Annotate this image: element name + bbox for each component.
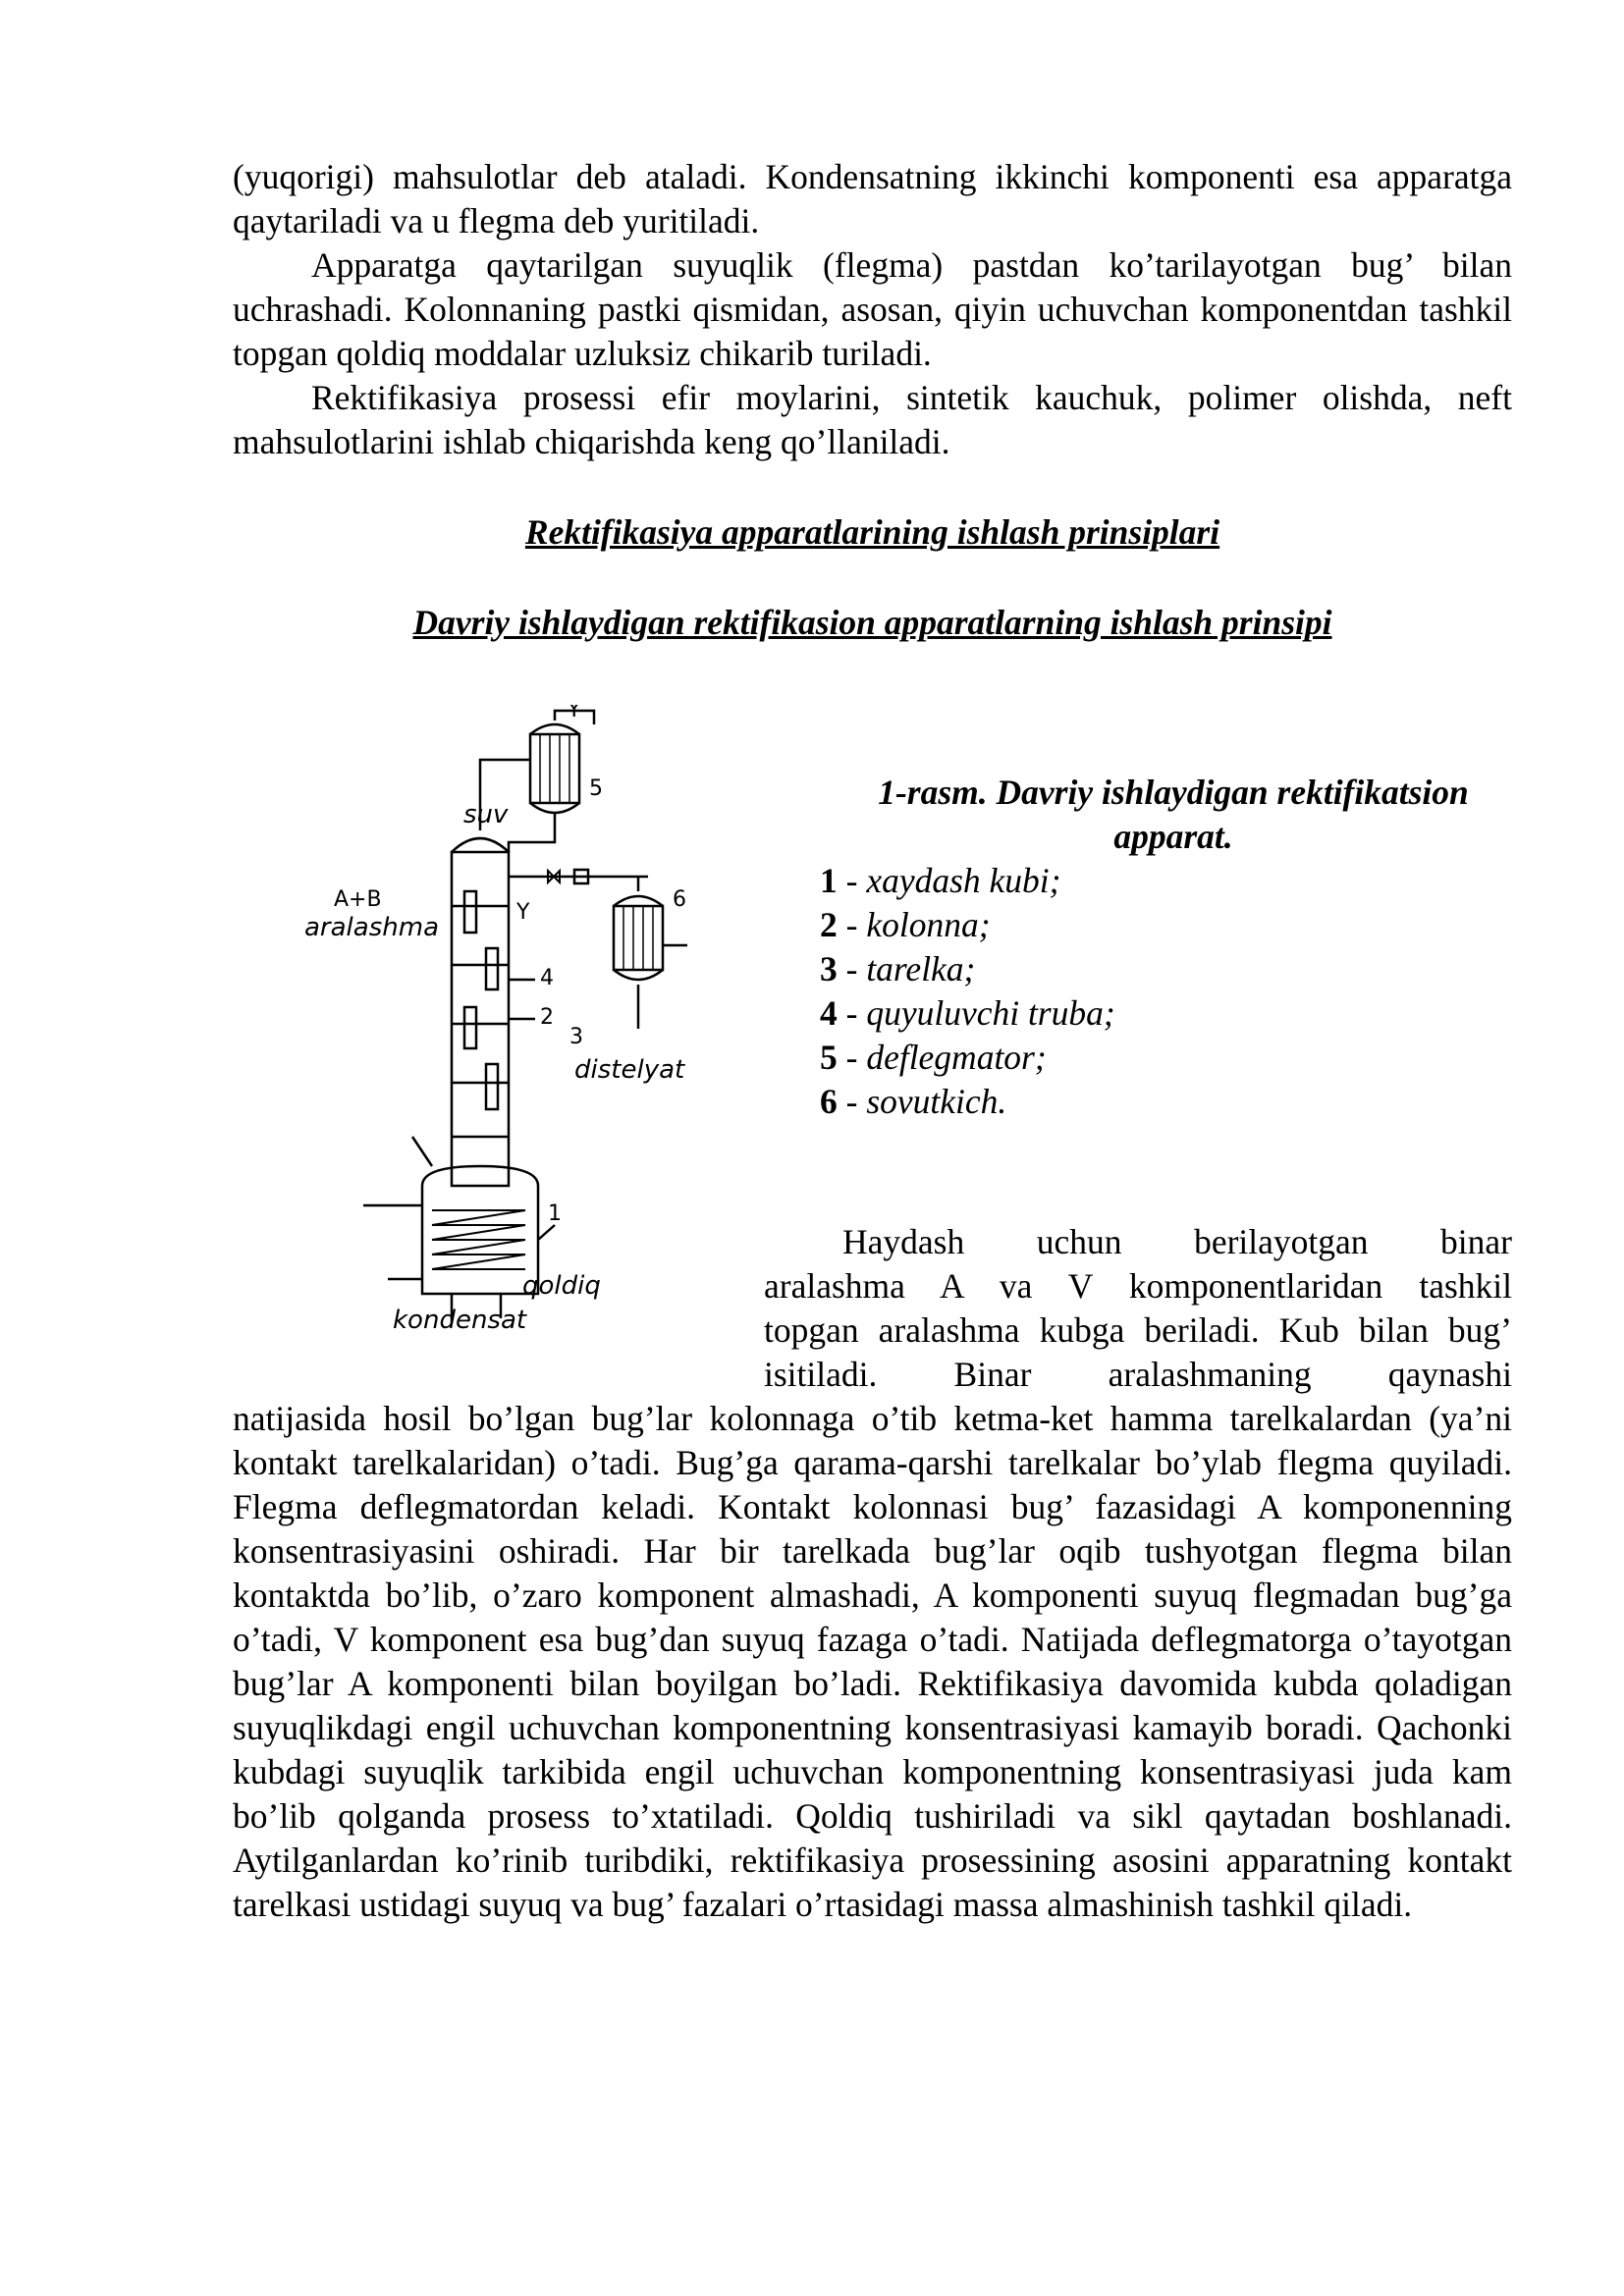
label-5: 5	[589, 776, 603, 801]
legend-item: 6 - sovutkich.	[820, 1082, 1007, 1121]
paragraph-flegma: Apparatga qaytarilgan suyuqlik (flegma) pastdan ko’tarilayotgan bug’ bilan uchrashadi. Kolonnaning pastki qismidan, asosan, qiyin uchuvchan komponentdan tashkil topgan qoldiq moddalar uzluksiz chikarib turiladi.	[233, 245, 1512, 373]
label-suv: suv	[463, 800, 509, 829]
label-qoldiq: qoldiq	[522, 1271, 601, 1301]
label-kondensat: kondensat	[393, 1306, 527, 1333]
body-line: isitiladi. Binar aralashmaning qaynashi	[764, 1355, 1512, 1394]
feed-inlet	[412, 1137, 432, 1166]
heating-coil	[432, 1210, 525, 1269]
downcomer-tube	[486, 948, 498, 989]
label-a-plus-b: A+B	[334, 887, 382, 912]
label-y-top: Y	[568, 705, 581, 722]
figure-caption	[820, 771, 1527, 1124]
downcomer-tube	[464, 891, 476, 933]
downcomer-tube	[486, 1064, 498, 1109]
body-line: topgan aralashma kubga beriladi. Kub bilan bug’	[764, 1310, 1512, 1350]
paragraph-usage: Rektifikasiya prosessi efir moylarini, sintetik kauchuk, polimer olishda, neft mahsulotlarini ishlab chiqarishda keng qo’llaniladi.	[233, 378, 1512, 461]
label-6: 6	[673, 887, 686, 912]
legend-item: 5 - deflegmator;	[820, 1038, 1047, 1077]
body-line: Haydash uchun berilayotgan binar	[842, 1222, 1512, 1261]
section-heading: Rektifikasiya apparatlarining ishlash prinsiplari	[524, 512, 1220, 552]
label-distelyat: distelyat	[574, 1055, 685, 1085]
dephlegmator-shell	[530, 734, 579, 803]
cooler-shell	[614, 906, 663, 970]
paragraph-process-description: natijasida hosil bo’lgan bug’lar kolonnaga o’tib ketma-ket hamma tarelkalardan (ya’ni kontakt tarelkalaridan) o’tadi. Bug’ga qarama-qarshi tarelkalar bo’ylab flegma quyiladi. Flegma deflegmatordan keladi. Kontakt kolonnasi bug’ fazasidagi A komponenning konsentrasiyasini oshiradi. Har bir tarelkada bug’lar oqib tushyotgan flegma bilan kontaktda bo’lib, o’zaro komponent almashadi, A komponenti suyuq flegmadan bug’ga o’tadi, V komponent esa bug’dan suyuq fazaga o’tadi. Natijada deflegmatorga o’tayotgan bug’lar A komponenti bilan boyilgan bo’ladi. Rektifikasiya davomida kubda qoladigan suyuqlikdagi engil uchuvchan komponentning konsentrasiyasi kamayib boradi. Qachonki kubdagi suyuqlik tarkibida engil uchuvchan komponentning konsentrasiyasi juda kam bo’lib qolganda prosess to’xtatiladi. Qoldiq tushiriladi va sikl qaytadan boshlanadi. Aytilganlardan ko’rinib turibdiki, rektifikasiya prosessining asosini apparatning kontakt tarelkasi ustidagi suyuq va bug’ fazalari o’rtasidagi massa almashinish tashkil qiladi.	[233, 1399, 1512, 1924]
body-line: aralashma A va V komponentlaridan tashkil	[764, 1266, 1512, 1306]
subsection-heading: Davriy ishlaydigan rektifikasion apparatlarning ishlash prinsipi	[412, 603, 1332, 642]
legend-item: 1 - xaydash kubi;	[820, 861, 1061, 900]
downcomer-tube	[464, 1007, 476, 1048]
legend-item: 4 - quyuluvchi truba;	[820, 993, 1115, 1033]
legend-item: 2 - kolonna;	[820, 905, 991, 944]
legend-item: 3 - tarelka;	[820, 949, 976, 988]
label-1: 1	[548, 1201, 562, 1226]
paragraph-intro: (yuqorigi) mahsulotlar deb ataladi. Kondensatning ikkinchi komponenti esa apparatga qaytariladi va u flegma deb yuritiladi.	[233, 157, 1512, 240]
label-4: 4	[540, 966, 554, 990]
caption-title: 1-rasm. Davriy ishlaydigan rektifikatsion apparat.	[878, 773, 1469, 856]
label-3: 3	[569, 1025, 583, 1049]
label-y-mid: Y	[516, 900, 530, 925]
reflux-line	[509, 813, 555, 852]
rectification-apparatus-diagram	[295, 705, 766, 1333]
column-top-cap	[452, 838, 509, 852]
label-aralashma: aralashma	[304, 913, 439, 942]
label-2: 2	[540, 1005, 554, 1030]
